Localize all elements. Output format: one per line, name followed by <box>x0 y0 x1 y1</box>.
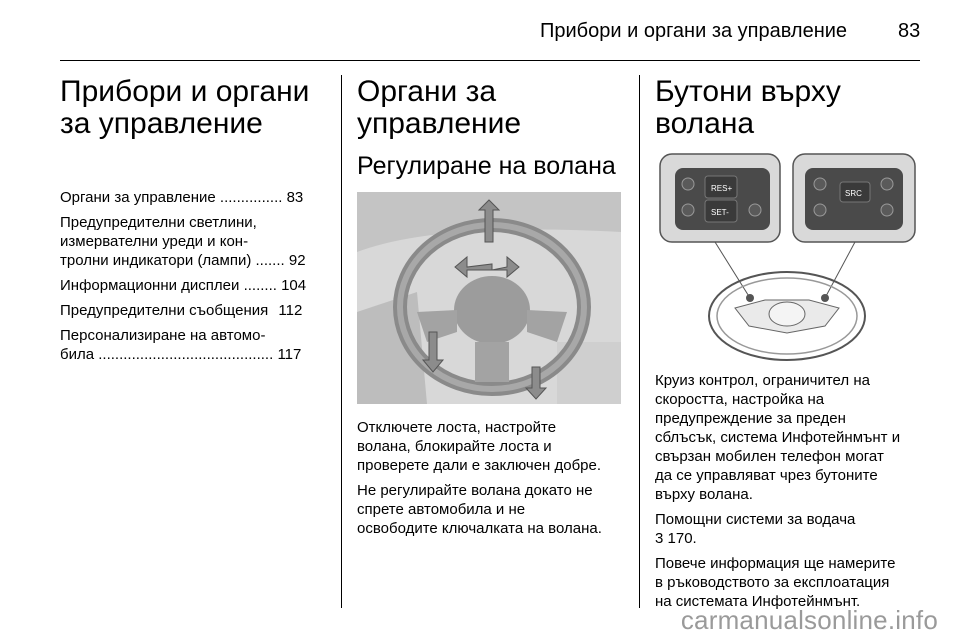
watermark: carmanualsonline.info <box>680 605 938 635</box>
toc-entry-text: Персонализиране на автомо- <box>60 327 266 344</box>
column-toc <box>60 76 326 370</box>
toc-entry-text: измервателни уреди и кон- <box>60 233 249 250</box>
toc-entry[interactable] <box>60 326 326 364</box>
set-button-label: SET- <box>711 208 729 217</box>
toc-entry-page: 104 <box>281 277 307 294</box>
toc-entry-text: била .......................................... <box>60 346 274 363</box>
column-steering-buttons <box>655 76 921 617</box>
toc-entry[interactable] <box>60 276 326 295</box>
toc-entry-text: Предупредителни светлини, <box>60 214 257 231</box>
page-number: 83 <box>898 20 921 42</box>
toc-entry-text: тролни индикатори (лампи) ....... <box>60 252 285 269</box>
toc-entry-page: 83 <box>286 189 304 206</box>
src-button-label: SRC <box>845 189 862 198</box>
section-title: Органи за управление <box>357 75 522 140</box>
toc-entry-text: Информационни дисплеи ........ <box>60 277 277 294</box>
subsection-title: Регулиране на волана <box>357 152 616 180</box>
res-button-label: RES+ <box>711 184 733 193</box>
paragraph: Круиз контрол, ограничител на скоростта, настройка на предупреждение за преден сблъсък, система Инфотейнмънт и свързан мобилен телефон могат да се управляват чрез бутоните върху волана. <box>655 372 901 503</box>
paragraph: Отключете лоста, настройте волана, блокирайте лоста и проверете дали е заключен добре. <box>357 419 602 474</box>
toc-entry-text: Предупредителни съобщения <box>60 302 269 319</box>
toc-entry[interactable] <box>60 301 326 320</box>
column-divider <box>341 75 342 608</box>
paragraph: Помощни системи за водача 3 170. <box>655 511 856 547</box>
running-header-title: Прибори и органи за управление <box>540 20 848 42</box>
column-steering-adjust <box>357 76 623 544</box>
toc-entry-page: 112 <box>278 302 303 319</box>
toc-entry[interactable] <box>60 188 326 207</box>
steering-wheel-image <box>357 192 621 404</box>
paragraph: Повече информация ще намерите в ръководството за експлоатация на системата Инфотейнмънт. <box>655 555 896 610</box>
paragraph: Не регулирайте волана докато не спрете автомобила и не освободите ключалката на волана. <box>357 482 602 537</box>
chapter-title: Прибори и органи за управление <box>60 75 310 140</box>
toc-entry-page: 92 <box>288 252 306 269</box>
column-divider <box>639 75 640 608</box>
table-of-contents <box>60 188 326 364</box>
toc-entry-text: Органи за управление ............... <box>60 189 283 206</box>
steering-buttons-image <box>655 148 919 363</box>
toc-entry[interactable] <box>60 213 326 270</box>
steering-buttons-illustration <box>655 148 919 363</box>
steering-adjust-illustration <box>357 192 621 404</box>
cross-reference-link[interactable]: 3 170. <box>655 530 697 547</box>
toc-entry-page: 117 <box>277 346 302 363</box>
header-rule <box>60 60 920 61</box>
section-title: Бутони върху волана <box>655 75 841 140</box>
